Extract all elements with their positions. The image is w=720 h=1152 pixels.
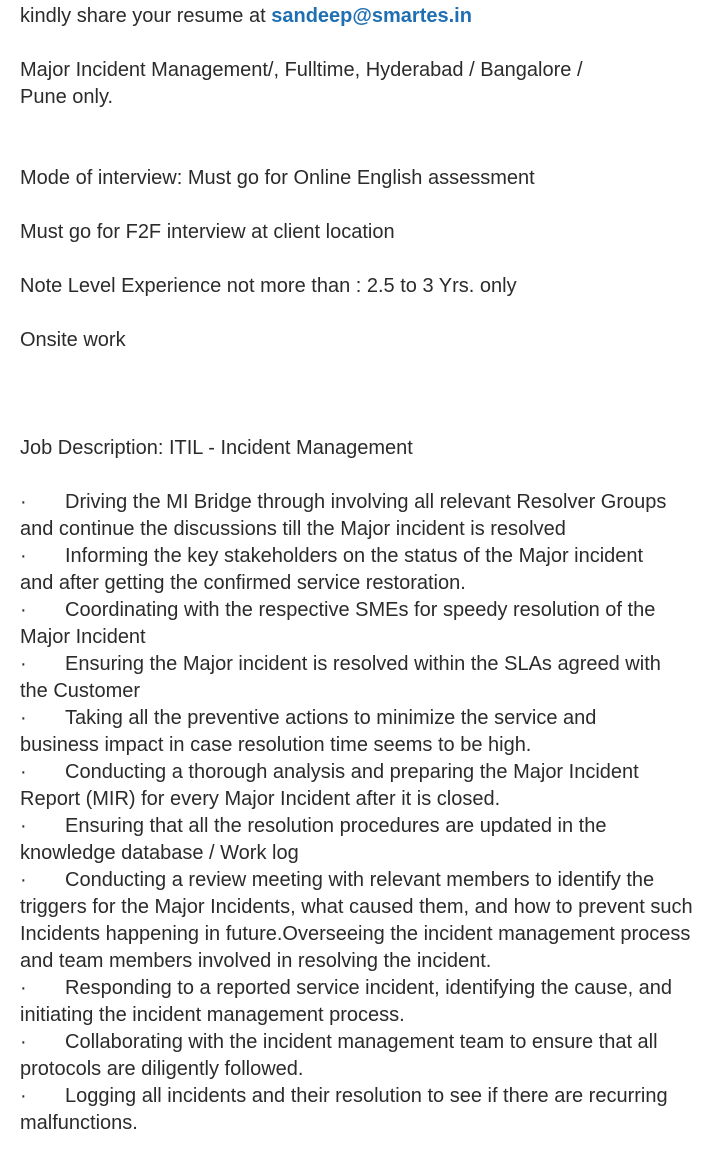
list-item [20,705,702,759]
bullet-symbol: · [20,707,27,729]
bullet-symbol: · [20,545,27,567]
list-item [20,543,702,597]
email-link[interactable]: sandeep@smartes.in [271,5,472,27]
item-first-line: Responding to a reported service incident, identifying the cause, and [65,977,673,999]
bullet-symbol: · [20,815,27,837]
spacer [20,30,702,57]
item-continuation: and continue the discussions till the Major incident is resolved [20,518,566,540]
list-item [20,597,702,651]
spacer [20,192,702,219]
list-item [20,1083,702,1137]
list-item [20,813,702,867]
contact-prefix: kindly share your resume at [20,5,272,27]
list-item [20,489,702,543]
interview-mode: Mode of interview: Must go for Online English assessment [20,167,535,189]
item-continuation: and after getting the confirmed service restoration. [20,572,466,594]
bullet-symbol: · [20,977,27,999]
onsite-note: Onsite work [20,329,126,351]
interview-f2f: Must go for F2F interview at client location [20,221,395,243]
contact-line [20,3,702,30]
bullet-symbol: · [20,761,27,783]
list-item [20,975,702,1029]
bullet-symbol: · [20,653,27,675]
item-continuation: malfunctions. [20,1112,138,1134]
item-first-line: Conducting a thorough analysis and preparing the Major Incident [65,761,639,783]
spacer [20,300,702,327]
item-continuation: knowledge database / Work log [20,842,299,864]
bullet-symbol: · [20,869,27,891]
spacer [20,111,702,165]
item-first-line: Informing the key stakeholders on the status of the Major incident [65,545,644,567]
item-continuation: initiating the incident management process. [20,1004,405,1026]
item-first-line: Ensuring that all the resolution procedures are updated in the [65,815,607,837]
list-item [20,867,702,975]
item-continuation: Report (MIR) for every Major Incident after it is closed. [20,788,501,810]
item-first-line: Ensuring the Major incident is resolved within the SLAs agreed with [65,653,661,675]
spacer [20,462,702,489]
spacer [20,354,702,435]
list-item [20,1029,702,1083]
bullet-symbol: · [20,1085,27,1107]
item-first-line: Driving the MI Bridge through involving all relevant Resolver Groups [65,491,667,513]
job-description-heading: Job Description: ITIL - Incident Management [20,437,413,459]
spacer [20,246,702,273]
list-item [20,651,702,705]
item-continuation: protocols are diligently followed. [20,1058,304,1080]
experience-note: Note Level Experience not more than : 2.5 to 3 Yrs. only [20,275,517,297]
item-continuation: triggers for the Major Incidents, what caused them, and how to prevent such Incidents happening in future.Overseeing the incident management process and team members involved in resolving the incident. [20,896,693,972]
item-continuation: Major Incident [20,626,146,648]
role-line-2: Pune only. [20,86,114,108]
item-first-line: Logging all incidents and their resolution to see if there are recurring [65,1085,668,1107]
role-line-1: Major Incident Management/, Fulltime, Hyderabad / Bangalore / [20,59,583,81]
item-continuation: the Customer [20,680,141,702]
item-continuation: business impact in case resolution time seems to be high. [20,734,532,756]
item-first-line: Taking all the preventive actions to minimize the service and [65,707,597,729]
responsibilities-list [20,489,702,1137]
list-item [20,759,702,813]
bullet-symbol: · [20,1031,27,1053]
item-first-line: Coordinating with the respective SMEs for speedy resolution of the [65,599,656,621]
bullet-symbol: · [20,491,27,513]
item-first-line: Conducting a review meeting with relevant members to identify the [65,869,655,891]
item-first-line: Collaborating with the incident management team to ensure that all [65,1031,658,1053]
bullet-symbol: · [20,599,27,621]
